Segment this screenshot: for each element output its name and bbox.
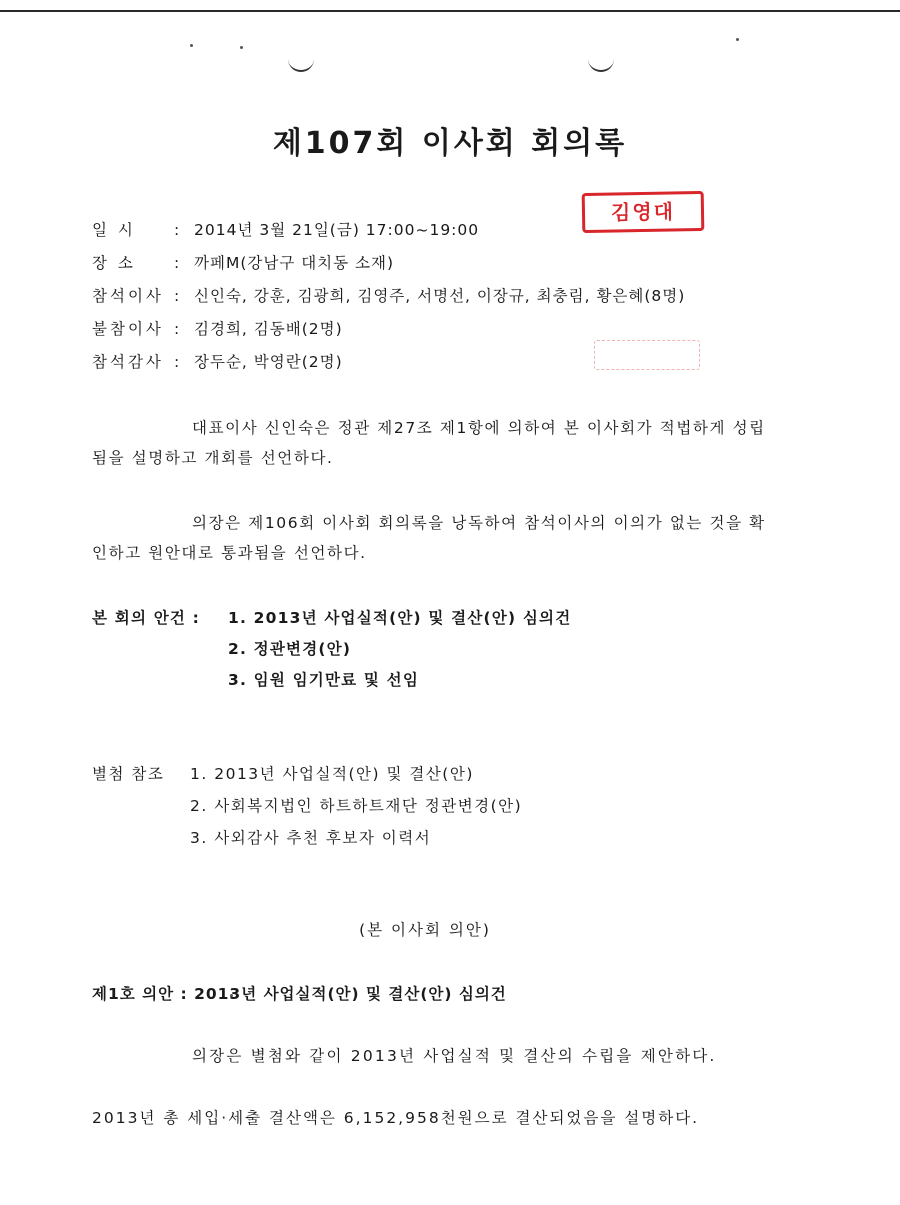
meta-label: 참석이사: [92, 287, 164, 305]
meta-value: 신인숙, 강훈, 김광희, 김영주, 서명선, 이장규, 최충림, 황은혜(8명): [194, 287, 686, 305]
meta-label: 일 시: [92, 221, 136, 239]
section-heading: (본 이사회 의안): [359, 921, 491, 939]
binding-hole-mark: [588, 56, 614, 72]
meta-value: 김경희, 김동배(2명): [194, 320, 343, 338]
scan-speck: [736, 38, 739, 41]
document-title: 제107회 이사회 회의록: [272, 126, 628, 161]
meta-row-attending-auditors: 참석감사 : 장두순, 박영란(2명): [92, 350, 343, 372]
meta-label: 참석감사: [92, 353, 164, 371]
meta-row-attending-directors: 참석이사 : 신인숙, 강훈, 김광희, 김영주, 서명선, 이장규, 최충림, 황은혜(8명): [92, 284, 685, 306]
scan-speck: [190, 44, 193, 47]
meta-value: 장두순, 박영란(2명): [194, 353, 343, 371]
top-border-line: [0, 10, 900, 12]
seal-stamp: 김영대: [582, 191, 705, 233]
attachment-item: 2. 사회복지법인 하트하트재단 정관변경(안): [190, 797, 523, 815]
meta-value: 까페M(강남구 대치동 소재): [194, 254, 395, 272]
item1-summary: 2013년 총 세입·세출 결산액은 6,152,958천원으로 결산되었음을 설명하다.: [92, 1109, 700, 1127]
meta-row-absent-directors: 불참이사 : 김경희, 김동배(2명): [92, 317, 343, 339]
meta-row-datetime: 일 시 : 2014년 3월 21일(금) 17:00~19:00: [92, 218, 479, 240]
attachments-label: 별첨 참조: [92, 765, 165, 783]
item1-body: 의장은 별첨와 같이 2013년 사업실적 및 결산의 수립을 제안하다.: [192, 1047, 717, 1065]
meta-row-place: 장 소 : 까페M(강남구 대치동 소재): [92, 251, 394, 273]
agenda-item: 3. 임원 임기만료 및 선임: [228, 671, 420, 689]
agenda-item: 1. 2013년 사업실적(안) 및 결산(안) 심의건: [228, 609, 572, 627]
attachment-item: 3. 사외감사 추천 후보자 이력서: [190, 829, 432, 847]
faint-seal-mark: [594, 340, 700, 370]
minutes-paragraph: 의장은 제106회 이사회 회의록을 낭독하여 참석이사의 이의가 없는 것을 확인하고 원안대로 통과됨을 선언하다.: [92, 514, 766, 562]
scan-speck: [240, 46, 243, 49]
agenda-item: 2. 정관변경(안): [228, 640, 352, 658]
item1-heading: 제1호 의안 : 2013년 사업실적(안) 및 결산(안) 심의건: [92, 985, 507, 1003]
meta-label: 장 소: [92, 254, 136, 272]
meta-value: 2014년 3월 21일(금) 17:00~19:00: [194, 221, 480, 239]
opening-paragraph: 대표이사 신인숙은 정관 제27조 제1항에 의하여 본 이사회가 적법하게 성립됨을 설명하고 개회를 선언하다.: [92, 419, 766, 467]
binding-hole-mark: [288, 56, 314, 72]
agenda-label: 본 회의 안건 :: [92, 609, 201, 627]
attachment-item: 1. 2013년 사업실적(안) 및 결산(안): [190, 765, 474, 783]
meta-label: 불참이사: [92, 320, 164, 338]
